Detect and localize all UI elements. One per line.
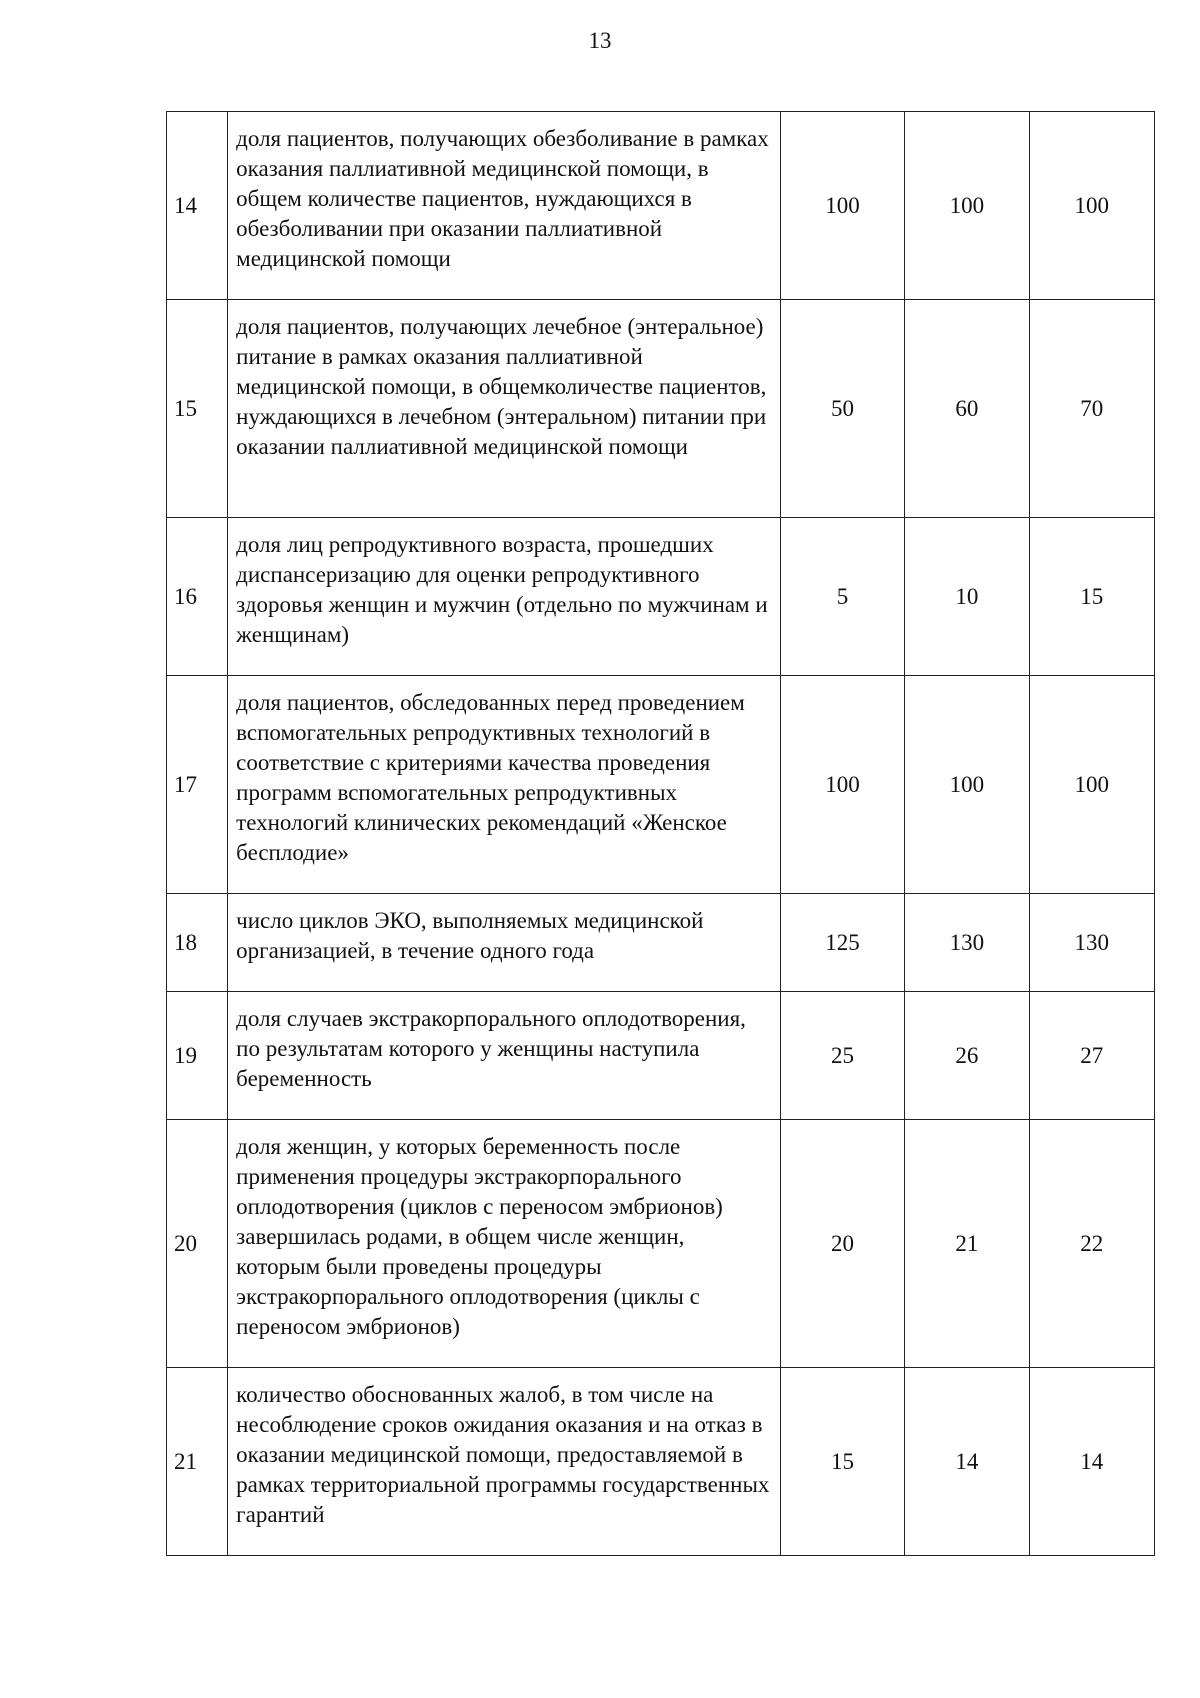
row-number: 17 bbox=[167, 676, 228, 894]
value-col-3: 27 bbox=[1029, 992, 1154, 1120]
value-col-3: 100 bbox=[1029, 112, 1154, 300]
value-col-1: 50 bbox=[780, 300, 904, 518]
table-row bbox=[167, 992, 1155, 1120]
value-col-2: 21 bbox=[905, 1120, 1029, 1368]
value-col-2: 14 bbox=[905, 1368, 1029, 1556]
row-number: 19 bbox=[167, 992, 228, 1120]
value-col-3: 130 bbox=[1029, 894, 1154, 992]
indicator-text: доля женщин, у которых беременность после применения процедуры экстракорпорального оплодотворения (циклов с переносом эмбрионов) завершилась родами, в общем числе женщин, которым были проведены процедуры экстракорпорального оплодотворения (циклы с переносом эмбрионов) bbox=[228, 1120, 781, 1368]
indicator-text: доля пациентов, получающих лечебное (энтеральное) питание в рамках оказания паллиативной медицинской помощи, в общемколичестве пациентов, нуждающихся в лечебном (энтеральном) питании при оказании паллиативной медицинской помощи bbox=[228, 300, 781, 518]
value-col-2: 130 bbox=[905, 894, 1029, 992]
value-col-1: 20 bbox=[780, 1120, 904, 1368]
indicator-text: доля случаев экстракорпорального оплодотворения, по результатам которого у женщины наступила беременность bbox=[228, 992, 781, 1120]
table-row bbox=[167, 676, 1155, 894]
row-number: 20 bbox=[167, 1120, 228, 1368]
table-row bbox=[167, 112, 1155, 300]
value-col-3: 70 bbox=[1029, 300, 1154, 518]
value-col-3: 100 bbox=[1029, 676, 1154, 894]
value-col-1: 25 bbox=[780, 992, 904, 1120]
indicator-text: доля пациентов, обследованных перед проведением вспомогательных репродуктивных технологий в соответствие с критериями качества проведения программ вспомогательных репродуктивных технологий клинических рекомендаций «Женское бесплодие» bbox=[228, 676, 781, 894]
table-row bbox=[167, 518, 1155, 676]
value-col-2: 26 bbox=[905, 992, 1029, 1120]
value-col-2: 100 bbox=[905, 112, 1029, 300]
value-col-1: 100 bbox=[780, 676, 904, 894]
indicator-text: количество обоснованных жалоб, в том числе на несоблюдение сроков ожидания оказания и на отказ в оказании медицинской помощи, предоставляемой в рамках территориальной программы государственных гарантий bbox=[228, 1368, 781, 1556]
row-number: 21 bbox=[167, 1368, 228, 1556]
value-col-1: 100 bbox=[780, 112, 904, 300]
indicators-table bbox=[166, 111, 1155, 1556]
table-row bbox=[167, 1120, 1155, 1368]
indicator-text: доля лиц репродуктивного возраста, прошедших диспансеризацию для оценки репродуктивного здоровья женщин и мужчин (отдельно по мужчинам и женщинам) bbox=[228, 518, 781, 676]
row-number: 14 bbox=[167, 112, 228, 300]
table-row bbox=[167, 1368, 1155, 1556]
value-col-1: 5 bbox=[780, 518, 904, 676]
value-col-1: 125 bbox=[780, 894, 904, 992]
indicator-text: доля пациентов, получающих обезболивание в рамках оказания паллиативной медицинской помощи, в общем количестве пациентов, нуждающихся в обезболивании при оказании паллиативной медицинской помощи bbox=[228, 112, 781, 300]
table-row bbox=[167, 894, 1155, 992]
value-col-3: 22 bbox=[1029, 1120, 1154, 1368]
page-number: 13 bbox=[588, 28, 612, 53]
value-col-2: 10 bbox=[905, 518, 1029, 676]
row-number: 16 bbox=[167, 518, 228, 676]
row-number: 15 bbox=[167, 300, 228, 518]
table-row bbox=[167, 300, 1155, 518]
value-col-2: 60 bbox=[905, 300, 1029, 518]
value-col-1: 15 bbox=[780, 1368, 904, 1556]
indicator-text: число циклов ЭКО, выполняемых медицинской организацией, в течение одного года bbox=[228, 894, 781, 992]
value-col-3: 14 bbox=[1029, 1368, 1154, 1556]
value-col-2: 100 bbox=[905, 676, 1029, 894]
value-col-3: 15 bbox=[1029, 518, 1154, 676]
row-number: 18 bbox=[167, 894, 228, 992]
